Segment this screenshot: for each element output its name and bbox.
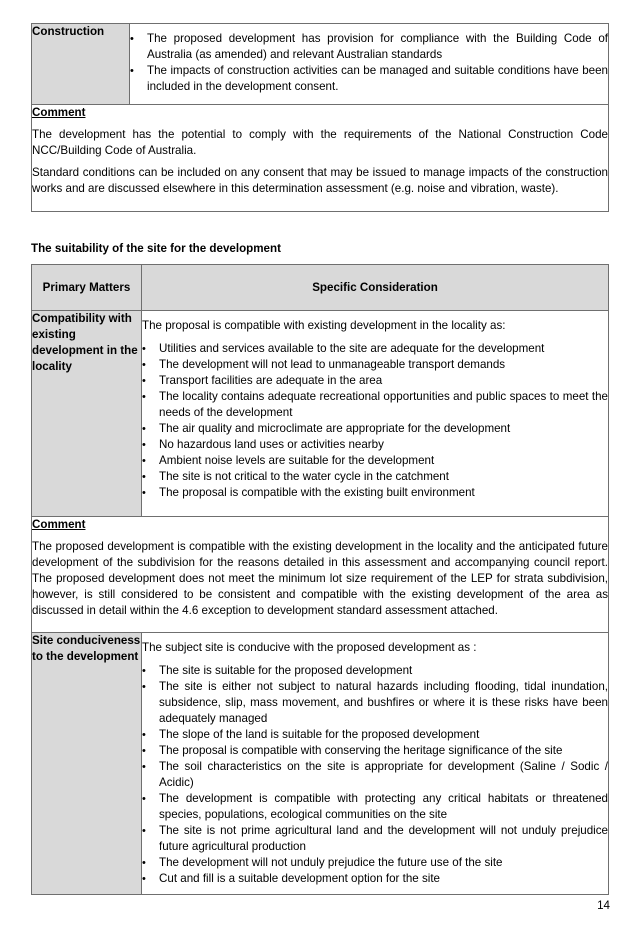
conduciveness-label: Site conduciveness to the development bbox=[32, 634, 141, 663]
list-item: • Ambient noise levels are suitable for the development bbox=[142, 453, 608, 469]
comment-paragraph: The proposed development is compatible with the existing development in the locality and the anticipated future development of the subdivision for the reasons detailed in this assessment and accompanying council report. The proposed development does not meet the minimum lot size requirement of the LEP for strata subdivision, however, is still considered to be consistent and compatible with the existing development of the area as discussed in detail within the 4.6 exception to development standard assessment attached. bbox=[32, 540, 608, 617]
list-item: • The site is not prime agricultural land and the development will not unduly prejudice future agricultural production bbox=[142, 823, 608, 855]
construction-label: Construction bbox=[32, 25, 105, 38]
comment-heading: Comment bbox=[32, 106, 86, 119]
construction-label-cell bbox=[32, 24, 130, 105]
page-number: 14 bbox=[597, 899, 610, 912]
construction-bullets bbox=[130, 31, 608, 95]
list-item: • The locality contains adequate recreational opportunities and public spaces to meet the needs of the development bbox=[142, 389, 608, 421]
list-item: • The site is either not subject to natural hazards including flooding, tidal inundation, subsidence, slip, mass movement, and bushfires or where it is these risks have been adequately managed bbox=[142, 679, 608, 727]
comment-heading: Comment bbox=[32, 518, 86, 531]
list-item: • The air quality and microclimate are appropriate for the development bbox=[142, 421, 608, 437]
list-item: • The proposal is compatible with the existing built environment bbox=[142, 485, 608, 501]
compatibility-bullets bbox=[142, 341, 608, 501]
list-item: • The impacts of construction activities can be managed and suitable conditions have been included in the development consent. bbox=[130, 63, 608, 95]
compatibility-label-cell bbox=[32, 311, 142, 517]
list-item: • No hazardous land uses or activities nearby bbox=[142, 437, 608, 453]
conduciveness-label-cell bbox=[32, 633, 142, 895]
list-item: • The site is not critical to the water cycle in the catchment bbox=[142, 469, 608, 485]
header-primary-matters-label: Primary Matters bbox=[42, 280, 131, 294]
construction-table bbox=[31, 23, 609, 212]
list-item: • The development will not unduly prejudice the future use of the site bbox=[142, 855, 608, 871]
conduciveness-lead: The subject site is conducive with the proposed development as : bbox=[142, 641, 477, 654]
header-specific-consideration bbox=[142, 265, 609, 311]
list-item: • The proposed development has provision for compliance with the Building Code of Australia (as amended) and relevant Australian standards bbox=[130, 31, 608, 63]
compatibility-content-cell bbox=[142, 311, 609, 517]
list-item: • Utilities and services available to the site are adequate for the development bbox=[142, 341, 608, 357]
suitability-comment-cell bbox=[32, 517, 609, 633]
list-item: • The slope of the land is suitable for the proposed development bbox=[142, 727, 608, 743]
section-title: The suitability of the site for the development bbox=[31, 242, 281, 255]
conduciveness-bullets bbox=[142, 663, 608, 887]
list-item: • Cut and fill is a suitable development option for the site bbox=[142, 871, 608, 887]
list-item: • The soil characteristics on the site is appropriate for development (Saline / Sodic / Acidic) bbox=[142, 759, 608, 791]
list-item: • Transport facilities are adequate in the area bbox=[142, 373, 608, 389]
comment-paragraph: The development has the potential to comply with the requirements of the National Construction Code NCC/Building Code of Australia. bbox=[32, 128, 608, 157]
construction-comment-cell bbox=[32, 105, 609, 212]
list-item: • The development is compatible with protecting any critical habitats or threatened species, populations, ecological communities on the site bbox=[142, 791, 608, 823]
list-item: • The proposal is compatible with conserving the heritage significance of the site bbox=[142, 743, 608, 759]
compatibility-lead: The proposal is compatible with existing development in the locality as: bbox=[142, 319, 506, 332]
header-specific-consideration-label: Specific Consideration bbox=[312, 280, 438, 294]
construction-content-cell bbox=[130, 24, 609, 105]
header-primary-matters bbox=[32, 265, 142, 311]
comment-paragraph: Standard conditions can be included on any consent that may be issued to manage impacts of the construction works and are discussed elsewhere in this determination assessment (e.g. noise and vibration, waste). bbox=[32, 166, 608, 195]
compatibility-label: Compatibility with existing development in the locality bbox=[32, 312, 138, 373]
list-item: • The site is suitable for the proposed development bbox=[142, 663, 608, 679]
suitability-table bbox=[31, 264, 609, 895]
conduciveness-content-cell bbox=[142, 633, 609, 895]
list-item: • The development will not lead to unmanageable transport demands bbox=[142, 357, 608, 373]
